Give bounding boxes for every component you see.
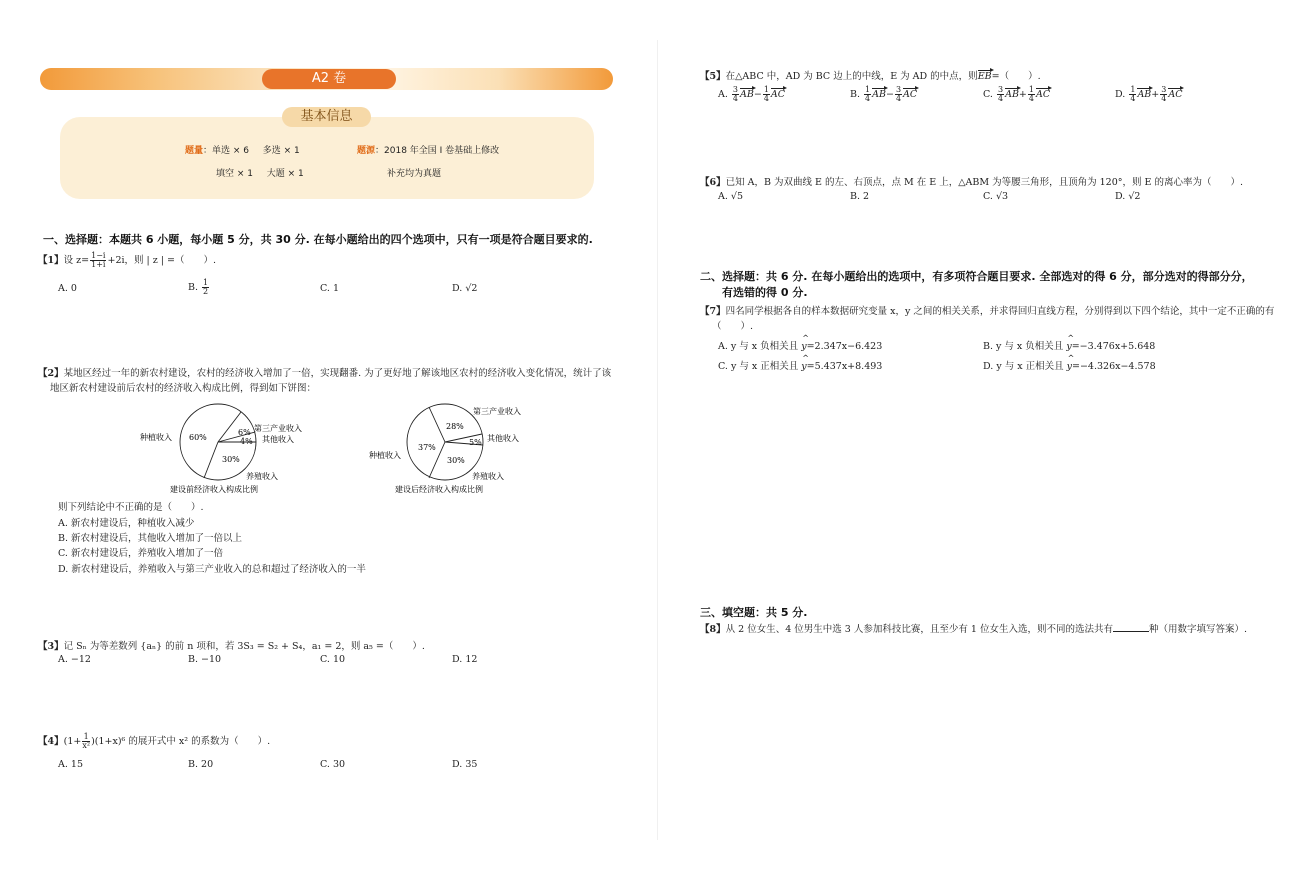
q2-option-b: B. 新农村建设后，其他收入增加了一倍以上 <box>58 533 243 544</box>
q1-option-d: D. √2 <box>452 283 478 294</box>
question-3-stem: 【3】记 Sₙ 为等差数列 {aₙ} 的前 n 项和，若 3S₃ = S₂ + S₄，a₁ = 2，则 a₅ =（ ）. <box>38 641 425 652</box>
question-7-line2: （ ）. <box>712 321 754 332</box>
q5-option-a: A. $\frac{3}{4}$ AB− $\frac{1}{4}$ AC <box>718 85 786 103</box>
q7-option-d: D. y 与 x 正相关且 ^ y=−4.326x−4.578 <box>983 358 1156 372</box>
pie1-label-tertiary: 第三产业收入 <box>254 424 302 433</box>
info-source-value: ：2018 年全国 Ⅰ 卷基础上修改 <box>375 146 500 156</box>
q1-text-post: +2i，则 | z | =（ ）. <box>107 255 216 266</box>
question-2-line1: 【2】某地区经过一年的新农村建设，农村的经济收入增加了一倍，实现翻番. 为了更好地了解该地区农村的经济收入变化情况，统计了该 <box>38 368 612 379</box>
info-big-q: 大题 × 1 <box>266 169 304 179</box>
info-single-choice: ：单选 × 6 <box>203 146 250 156</box>
paper-title: A2 卷 <box>262 69 396 89</box>
pie1-pct-tertiary: 6% <box>238 428 251 437</box>
question-6-stem: 【6】已知 A，B 为双曲线 E 的左、右顶点，点 M 在 E 上，△ABM 为等腰三角形，且顶角为 120°，则 E 的离心率为（ ）. <box>700 177 1244 188</box>
section-1-heading: 一、选择题：本题共 6 小题，每小题 5 分，共 30 分. 在每小题给出的四个选项中，只有一项是符合题目要求的. <box>43 233 593 246</box>
question-4-stem: 【4】(1+ $\frac{1}{\text{x²}}$ )(1+x)⁶ 的展开式中 x² 的系数为（ ）. <box>38 732 271 750</box>
pie1-pct-planting: 60% <box>189 433 207 442</box>
q6-option-c: C. √3 <box>983 191 1009 202</box>
pie2-pct-tertiary: 28% <box>446 422 464 431</box>
q5-option-b: B. $\frac{1}{4}$ AB− $\frac{3}{4}$ AC <box>850 85 918 103</box>
q2-option-c: C. 新农村建设后，养殖收入增加了一倍 <box>58 548 223 559</box>
info-source-note: 补充均为真题 <box>387 169 442 179</box>
q1-fraction: $\frac{1-i}{1+i}$ <box>91 251 106 269</box>
answer-blank[interactable] <box>1113 631 1149 632</box>
page-divider <box>657 40 658 840</box>
section-2-heading-line2: 有选错的得 0 分. <box>722 286 808 299</box>
question-1-stem <box>38 252 216 269</box>
pie2-label-breeding: 养殖收入 <box>472 472 504 481</box>
info-source-row <box>357 143 499 156</box>
pie1-label-other: 其他收入 <box>262 435 294 444</box>
q1-text-pre: 设 z= <box>63 255 90 266</box>
q6-option-d: D. √2 <box>1115 191 1141 202</box>
q3-option-d: D. 12 <box>452 654 478 665</box>
question-number: 【1】 <box>38 255 64 266</box>
q7-option-a: A. y 与 x 负相关且 ^ y=2.347x−6.423 <box>718 338 882 352</box>
q2-stem: 则下列结论中不正确的是（ ）. <box>58 502 204 513</box>
q7-option-b: B. y 与 x 负相关且 ^ y=−3.476x+5.648 <box>983 338 1155 352</box>
question-7-line1: 【7】四名同学根据各自的样本数据研究变量 x，y 之间的相关关系，并求得回归直线方程，分别得到以下四个结论，其中一定不正确的有 <box>700 306 1275 317</box>
section-2-heading-line1: 二、选择题：共 6 分. 在每小题给出的选项中，有多项符合题目要求. 全部选对的得 6 分，部分选对的得部分分， <box>700 270 1253 283</box>
q7-option-c: C. y 与 x 正相关且 ^ y=5.437x+8.493 <box>718 358 882 372</box>
q5-option-d: D. $\frac{1}{4}$ AB+ $\frac{3}{4}$ AC <box>1115 85 1183 103</box>
info-title: 基本信息 <box>282 107 371 127</box>
pie1-caption: 建设前经济收入构成比例 <box>170 485 258 494</box>
info-box <box>60 117 594 199</box>
pie1-label-planting: 种植收入 <box>140 433 172 442</box>
pie2-pct-planting: 37% <box>418 443 436 452</box>
q2-option-a: A. 新农村建设后，种植收入减少 <box>58 518 195 529</box>
pie2-caption: 建设后经济收入构成比例 <box>395 485 483 494</box>
info-count-row2 <box>216 166 304 179</box>
question-8-stem: 【8】从 2 位女生、4 位男生中选 3 人参加科技比赛，且至少有 1 位女生入选，则不同的选法共有 种（用数字填写答案）. <box>700 624 1247 635</box>
pie2-label-tertiary: 第三产业收入 <box>473 407 521 416</box>
pie2-label-planting: 种植收入 <box>369 451 401 460</box>
q1-option-b: B. $\frac{1}{2}$ <box>188 278 209 296</box>
pie-chart-before <box>130 398 330 498</box>
info-count-label: 题量 <box>185 146 204 156</box>
info-fill-blank: 填空 × 1 <box>216 169 253 179</box>
pie2-pct-other: 5% <box>469 438 482 447</box>
q4-option-d: D. 35 <box>452 759 478 770</box>
q1-option-a: A. 0 <box>58 283 77 294</box>
section-3-heading: 三、填空题：共 5 分. <box>700 606 808 619</box>
info-multi-choice: 多选 × 1 <box>262 146 300 156</box>
info-source-label: 题源 <box>357 146 376 156</box>
q3-option-a: A. −12 <box>58 654 91 665</box>
q4-option-a: A. 15 <box>58 759 83 770</box>
q6-option-a: A. √5 <box>718 191 743 202</box>
question-5-stem: 【5】在△ABC 中，AD 为 BC 边上的中线，E 为 AD 的中点，则EB=（ ）. <box>700 71 1041 82</box>
pie2-label-other: 其他收入 <box>487 434 519 443</box>
pie1-pct-other: 4% <box>240 437 253 446</box>
q3-option-b: B. −10 <box>188 654 222 665</box>
pie-chart-after <box>366 398 566 498</box>
q3-option-c: C. 10 <box>320 654 346 665</box>
q6-option-b: B. 2 <box>850 191 870 202</box>
pie1-label-breeding: 养殖收入 <box>246 472 278 481</box>
q4-option-c: C. 30 <box>320 759 346 770</box>
info-count-row1 <box>185 143 300 156</box>
pie2-pct-breeding: 30% <box>447 456 465 465</box>
q2-option-d: D. 新农村建设后，养殖收入与第三产业收入的总和超过了经济收入的一半 <box>58 564 366 575</box>
question-2-line2: 地区新农村建设前后农村的经济收入构成比例，得到如下饼图： <box>50 383 317 394</box>
pie1-pct-breeding: 30% <box>222 455 240 464</box>
q5-option-c: C. $\frac{3}{4}$ AB+ $\frac{1}{4}$ AC <box>983 85 1051 103</box>
q1-option-c: C. 1 <box>320 283 340 294</box>
q4-option-b: B. 20 <box>188 759 214 770</box>
